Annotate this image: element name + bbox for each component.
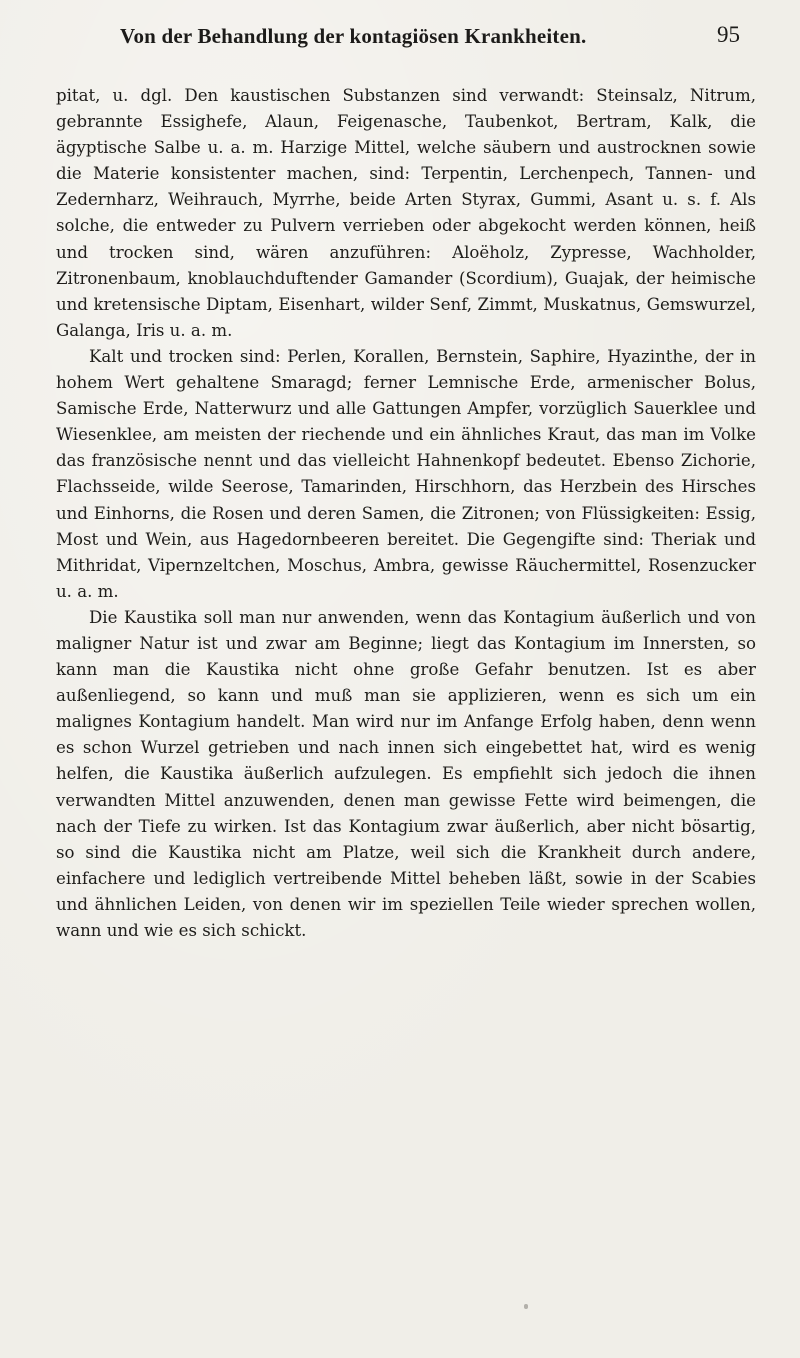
running-header: Von der Behandlung der kontagiösen Krankheiten. (120, 24, 587, 48)
page-number: 95 (717, 22, 740, 47)
body-text (56, 83, 756, 944)
paragraph-continued: pitat, u. dgl. Den kaustischen Substanzen sind verwandt: Steinsalz, Nitrum, gebrannte Essighefe, Alaun, Feigenasche, Taubenkot, Bertram, Kalk, die ägyptische Salbe u. a. m. Harzige Mittel, welche säubern und austrocknen sowie die Materie konsistenter machen, sind: Terpentin, Lerchenpech, Tannen- und Zedernharz, Weihrauch, Myrrhe, beide Arten Styrax, Gummi, Asant u. s. f. Als solche, die entweder zu Pulvern verrieben oder abgekocht werden können, heiß und trocken sind, wären anzuführen: Aloëholz, Zypresse, Wachholder, Zitronenbaum, knoblauchduftender Gamander (Scordium), Guajak, der heimische und kretensische Diptam, Eisenhart, wilder Senf, Zimmt, Muskatnus, Gemswurzel, Galanga, Iris u. a. m. (56, 86, 756, 340)
paragraph-cold-and-dry: Kalt und trocken sind: Perlen, Korallen, Bernstein, Saphire, Hyazinthe, der in hohem Wert gehaltene Smaragd; ferner Lemnische Erde, armenischer Bolus, Samische Erde, Natterwurz und alle Gattungen Ampfer, vorzüglich Sauerklee und Wiesenklee, am meisten der riechende und ein ähnliches Kraut, das man im Volke das französische nennt und das vielleicht Hahnenkopf bedeutet. Ebenso Zichorie, Flachsseide, wilde Seerose, Tamarinden, Hirschhorn, das Herzbein des Hirsches und Einhorns, die Rosen und deren Samen, die Zitronen; von Flüssigkeiten: Essig, Most und Wein, aus Hagedornbeeren bereitet. Die Gegengifte sind: Theriak und Mithridat, Vipernzeltchen, Moschus, Ambra, gewisse Räuchermittel, Rosenzucker u. a. m. (56, 346, 756, 601)
paper-speck (524, 1304, 528, 1309)
paragraph-caustics: Die Kaustika soll man nur anwenden, wenn das Kontagium äußerlich und von maligner Natur ist und zwar am Beginne; liegt das Kontagium im Innersten, so kann man die Kaustika nicht ohne große Gefahr benutzen. Ist es aber außenliegend, so kann und muß man sie applizieren, wenn es sich um ein malignes Kontagium handelt. Man wird nur im Anfange Erfolg haben, denn wenn es schon Wurzel getrieben und nach innen sich eingebettet hat, wird es wenig helfen, die Kaustika äußerlich aufzulegen. Es empfiehlt sich jedoch die ihnen verwandten Mittel anzuwenden, denen man gewisse Fette wird beimengen, die nach der Tiefe zu wirken. Ist das Kontagium zwar äußerlich, aber nicht bösartig, so sind die Kaustika nicht am Platze, weil sich die Krankheit durch andere, einfachere und lediglich vertreibende Mittel beheben läßt, sowie in der Scabies und ähnlichen Leiden, von denen wir im speziellen Teile wieder sprechen wollen, wann und wie es sich schickt. (56, 607, 756, 940)
